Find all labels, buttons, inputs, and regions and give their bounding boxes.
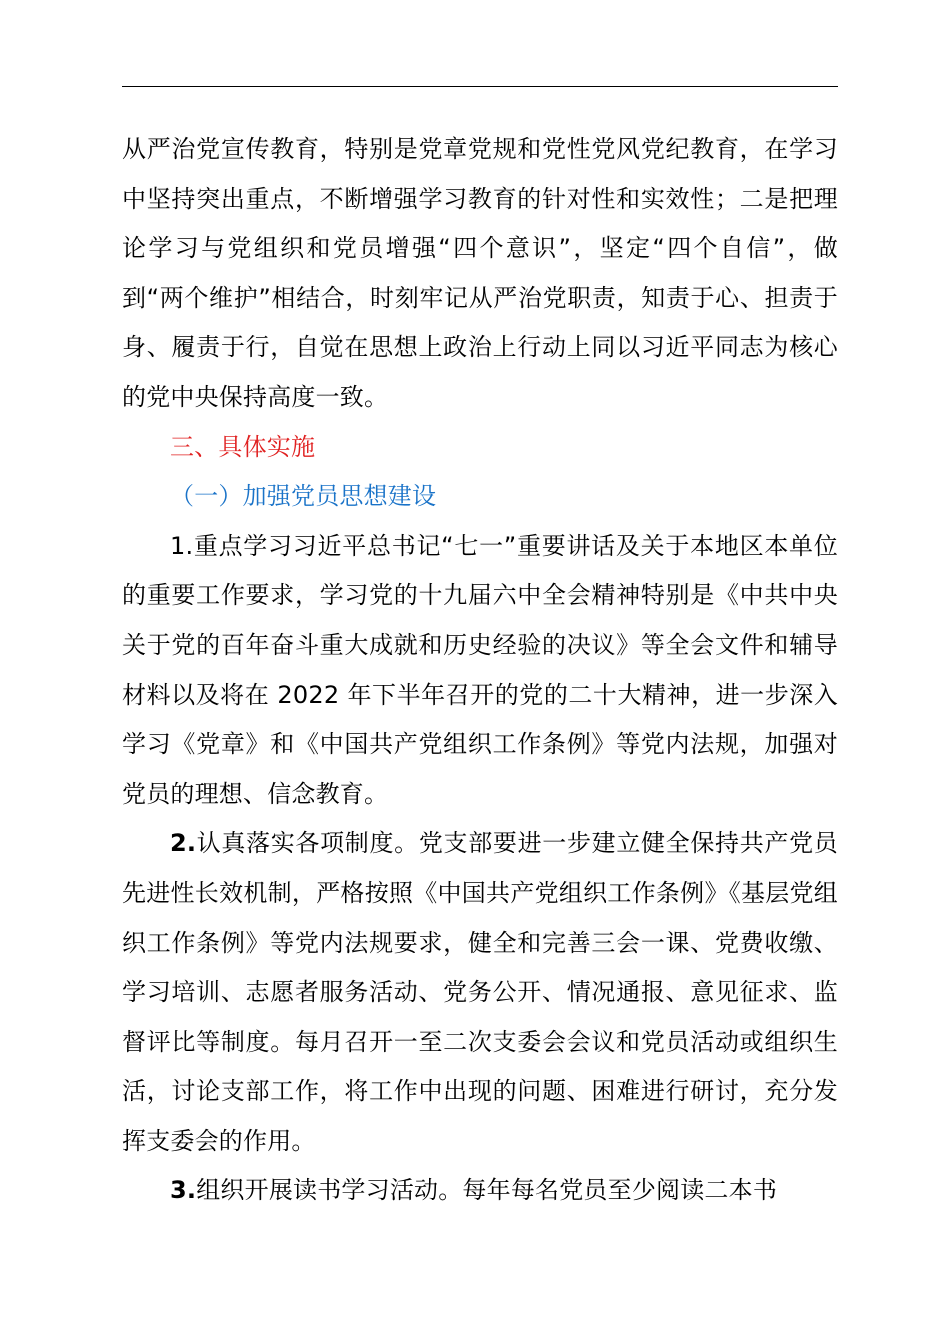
subsection-heading: （一）加强党员思想建设 bbox=[170, 482, 437, 511]
item-2-number: 2. bbox=[170, 829, 197, 858]
continued-paragraph: 从严治党宣传教育，特别是党章党规和党性党风党纪教育，在学习中坚持突出重点，不断增强学习教育的针对性和实效性；二是把理论学习与党组织和党员增强“四个意识”，坚定“四个自信”，做到“两个维护”相结合，时刻牢记从严治党职责，知责于心、担责于身、履责于行，自觉在思想上政治上行动上同以习近平同志为核心的党中央保持高度一致。 bbox=[122, 135, 838, 411]
item-3-number: 3. bbox=[170, 1176, 197, 1205]
header-rule bbox=[122, 86, 838, 87]
item-1-paragraph: 1.重点学习习近平总书记“七一”重要讲话及关于本地区本单位的重要工作要求，学习党的十九届六中全会精神特别是《中共中央关于党的百年奋斗重大成就和历史经验的决议》等全会文件和辅导材料以及将在 2022 年下半年召开的党的二十大精神，进一步深入学习《党章》和《中国共产党组织工作条例》等党内法规，加强对党员的理想、信念教育。 bbox=[122, 531, 838, 808]
item-3-paragraph bbox=[122, 1166, 838, 1216]
item-2-text: 认真落实各项制度。党支部要进一步建立健全保持共产党员先进性长效机制，严格按照《中国共产党组织工作条例》《基层党组织工作条例》等党内法规要求，健全和完善三会一课、党费收缴、学习培训、志愿者服务活动、党务公开、情况通报、意见征求、监督评比等制度。每月召开一至二次支委会会议和党员活动或组织生活，讨论支部工作，将工作中出现的问题、困难进行研讨，充分发挥支委会的作用。 bbox=[122, 829, 838, 1155]
item-2-paragraph bbox=[122, 819, 838, 1166]
section-heading: 三、具体实施 bbox=[170, 432, 316, 461]
document-body bbox=[122, 125, 838, 1216]
item-3-text: 组织开展读书学习活动。每年每名党员至少阅读二本书 bbox=[196, 1176, 778, 1205]
